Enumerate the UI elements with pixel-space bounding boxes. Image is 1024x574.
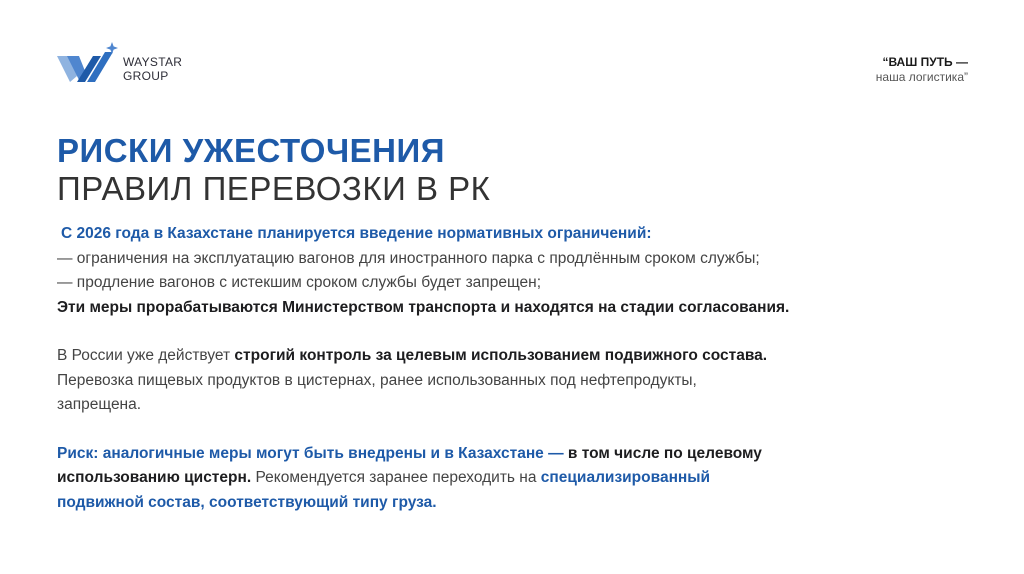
russia-tank-rule: Перевозка пищевых продуктов в цистернах, ранее использованных под нефтепродукты, [57,371,697,389]
logo-wordmark [123,55,182,83]
russia-control-text: В России уже действует [57,347,235,364]
kz-restriction-item-1: — ограничения на эксплуатацию вагонов для иностранного парка с продлённым сроком службы; [57,249,760,267]
slogan [876,55,968,85]
kz-regulation-note: Эти меры прорабатываются Министерством транспорта и находятся на стадии согласования. [57,298,790,316]
slide-title [57,132,490,208]
risk-bold-1: в том числе по целевому [567,444,762,462]
kz-regulation-lead: С 2026 года в Казахстане планируется введение нормативных ограничений: [61,225,652,242]
logo-brand-line2: GROUP [123,69,169,83]
russia-tank-rule-end: запрещена. [57,396,142,413]
risk-recommendation: Рекомендуется заранее переходить на [251,469,541,486]
risk-line-1 [57,442,987,467]
kz-restriction-item-2: — продление вагонов с истекшим сроком службы будет запрещен; [57,274,542,291]
logo-brand-line1: WAYSTAR [123,55,183,69]
company-logo [55,42,205,88]
risk-specialized: специализированный [540,469,711,486]
paragraph-spacer [57,320,987,344]
slogan-line2: наша логистика” [875,70,968,84]
slide-title-line1: РИСКИ УЖЕСТОЧЕНИЯ [57,132,445,169]
russia-control-bold: строгий контроль за целевым использованием подвижного состава. [234,347,768,364]
risk-line-3: подвижной состав, соответствующий типу груза. [57,493,437,511]
risk-bold-2: использованию цистерн. [57,469,252,486]
slide-title-line2: ПРАВИЛ ПЕРЕВОЗКИ В РК [57,170,491,207]
waystar-logo-icon [55,42,121,88]
risk-lead: Риск: аналогичные меры могут быть внедрены и в Казахстане — [57,444,568,462]
risk-line-2 [57,466,987,491]
paragraph-spacer [57,418,987,442]
slide-body [57,222,987,515]
russia-control-line [57,344,987,369]
slogan-line1: “ВАШ ПУТЬ — [882,55,968,69]
